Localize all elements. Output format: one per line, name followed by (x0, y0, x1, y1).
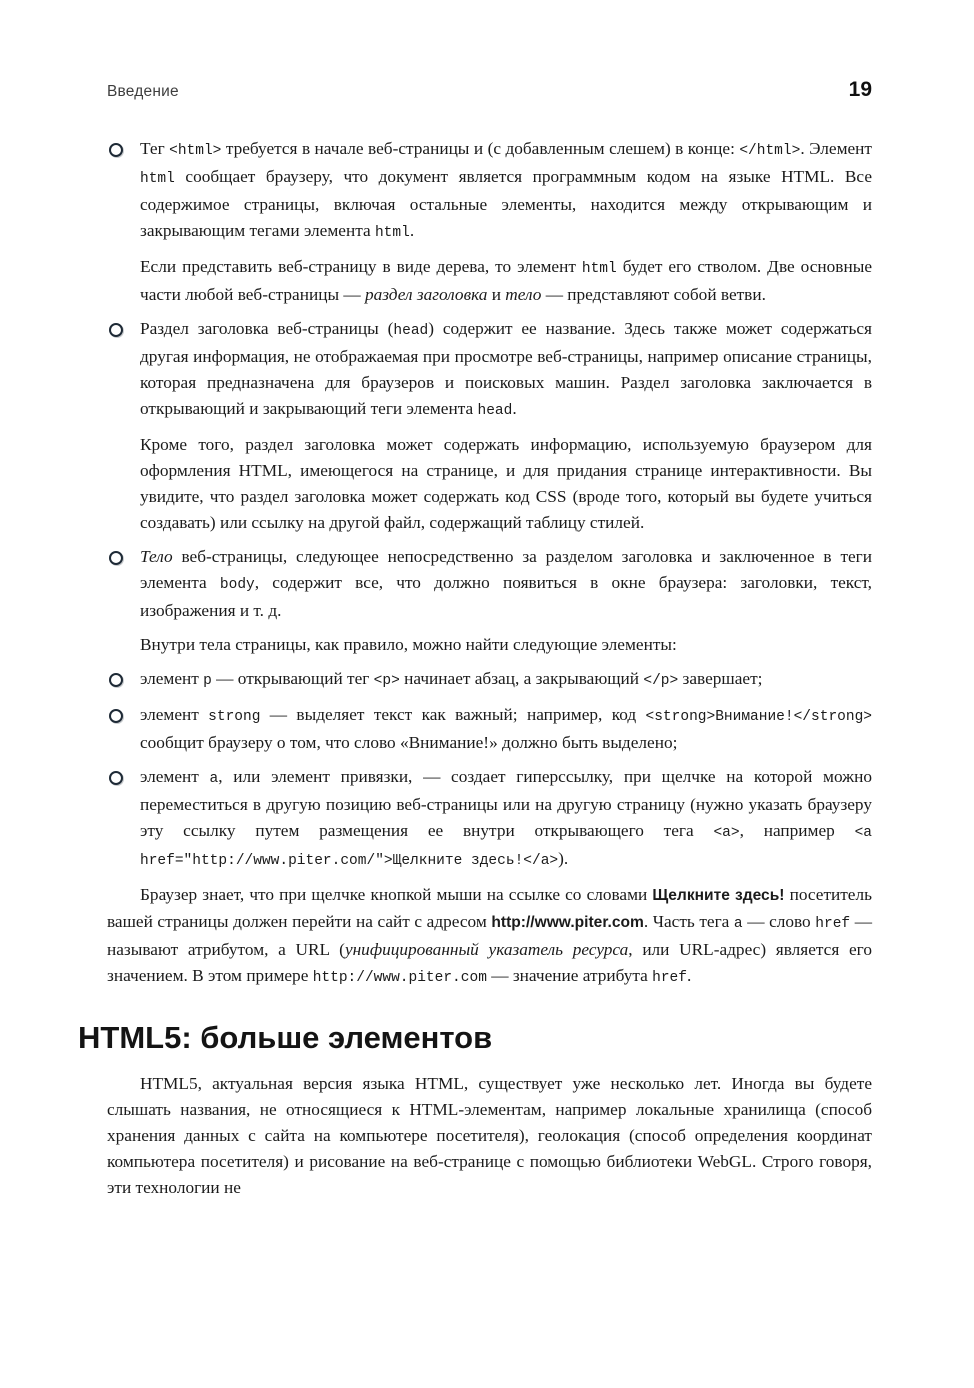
text-run-plain: . Элемент (800, 139, 872, 158)
text-run-plain: и (487, 285, 506, 304)
inline-code: head (393, 323, 429, 339)
inline-code: </p> (643, 673, 679, 689)
list-item-text (140, 702, 872, 756)
list-item (107, 136, 872, 246)
text-run-plain: начинает абзац, а закрывающий (399, 669, 644, 688)
inline-code: href (815, 916, 851, 932)
text-run-plain: — выделяет текст как важный; например, код (260, 705, 646, 724)
bullet-circle-icon (107, 764, 140, 874)
text-run-plain: элемент (140, 767, 210, 786)
inline-code: head (477, 403, 513, 419)
list-item (107, 544, 872, 624)
text-run-plain: . (409, 221, 415, 240)
inline-code: strong (208, 709, 261, 725)
inline-code: a (733, 916, 743, 932)
text-run-plain: — представляют собой ветви. (541, 285, 766, 304)
text-run-italic: тело (505, 285, 542, 304)
text-run-plain: Кроме того, раздел заголовка может содержать информацию, используемую браузером для оформления HTML, имеющегося на странице, и для придания странице интерактивности. Вы увидите, что раздел заголовка может содержать код CSS (вроде того, который вы будете учиться создавать) или ссылку на другой файл, содержащий таблицу стилей. (140, 435, 872, 532)
text-run-plain: ) содержит ее название. Здесь также может содержаться другая информация, не отображаемая при просмотре веб-страницы, например описание страницы, которая предназначена для браузеров и поисковых машин. Раздел заголовка заключается в открывающий и закрывающий теги элемента (140, 319, 872, 418)
content-blocks (78, 136, 873, 1201)
list-item-text (140, 666, 872, 694)
text-run-plain: — открывающий тег (211, 669, 374, 688)
paragraph (140, 632, 872, 658)
text-run-plain: . (512, 399, 517, 418)
list-item (107, 666, 872, 694)
text-run-plain: ). (558, 849, 569, 868)
text-run-plain: требуется в начале веб-страницы и (с добавленным слешем) в конце: (221, 139, 740, 158)
paragraph (140, 254, 872, 308)
text-run-plain: завершает; (678, 669, 763, 688)
inline-code: </html> (739, 143, 801, 159)
section-heading: HTML5: больше элементов (78, 1020, 493, 1055)
page-header (107, 78, 872, 102)
page-number: 19 (848, 78, 872, 101)
bullet-circle-icon (107, 666, 140, 694)
inline-code: <p> (373, 673, 400, 689)
text-run-plain: сообщит браузеру о том, что слово «Внимание!» должно быть выделено; (140, 733, 678, 752)
text-run-italic: унифицированный указатель ресурса (344, 940, 629, 959)
text-run-plain: — называют атрибутом, а URL ( (107, 912, 873, 959)
text-run-plain: HTML5, актуальная версия языка HTML, существует уже несколько лет. Иногда вы будете слышать названия, не относящиеся к HTML-элементам, например локальные хранилища (способ хранения данных с сайта на компьютере посетителя), геолокация (способ определения координат компьютера посетителя) и рисование на веб-странице с помощью библиотеки WebGL. Строго говоря, эти технологии не (107, 1074, 872, 1197)
inline-code: http://www.piter.com (312, 970, 487, 986)
bullet-circle-icon (107, 544, 140, 624)
text-run-plain: Раздел заголовка веб-страницы ( (140, 319, 394, 338)
text-run-plain: — слово (742, 912, 816, 931)
inline-code: <a href="http://www.piter.com/">Щелкните здесь!</a> (140, 825, 872, 869)
text-run-bold: http://www.piter.com (491, 914, 644, 931)
inline-code: <a> (713, 825, 740, 841)
list-item (107, 316, 872, 424)
list-item-text (140, 544, 872, 624)
inline-code: <strong>Внимание!</strong> (645, 709, 872, 725)
text-run-plain: , или URL-адрес) является его значением. В этом примере (107, 940, 872, 985)
inline-code: html (374, 225, 410, 241)
bullet-circle-icon (107, 136, 140, 246)
inline-code: href (652, 970, 687, 986)
paragraph (107, 1071, 872, 1201)
text-run-plain: Если представить веб-страницу в виде дерева, то элемент (140, 257, 582, 276)
bullet-circle-icon (107, 316, 140, 424)
text-run-plain: Внутри тела страницы, как правило, можно найти следующие элементы: (140, 635, 677, 654)
text-run-plain: веб-страницы, следующее непосредственно за разделом заголовка и заключенное в теги элемента (140, 547, 872, 592)
text-run-plain: будет его стволом. Две основные части любой веб-страницы — (140, 257, 872, 304)
list-item-text (140, 316, 872, 424)
text-run-bold: Щелкните здесь! (652, 887, 785, 904)
list-item-text (140, 764, 872, 874)
text-run-plain: , или элемент привязки, — создает гиперссылку, при щелчке на которой можно переместиться в другую позицию веб-страницы или на другую страницу (нужно указать браузеру эту ссылку путем размещения ее внутри открывающего тега (140, 767, 872, 840)
text-run-plain: элемент (140, 669, 204, 688)
inline-code: html (581, 261, 617, 277)
text-run-plain: , например (739, 821, 855, 840)
inline-code: p (203, 673, 212, 689)
inline-code: html (140, 171, 175, 187)
paragraph (107, 882, 872, 991)
text-run-plain: . Часть тега (643, 912, 734, 931)
list-item (107, 702, 872, 756)
inline-code: body (219, 577, 255, 593)
bullet-circle-icon (107, 702, 140, 756)
list-item (107, 764, 872, 874)
text-run-plain: . (686, 966, 692, 985)
inline-code: <html> (169, 143, 222, 159)
text-run-plain: Тег (140, 139, 170, 158)
text-run-plain: элемент (140, 705, 209, 724)
paragraph (140, 432, 872, 536)
text-run-italic: Тело (140, 547, 173, 566)
text-run-plain: сообщает браузеру, что документ является программным кодом на языке HTML. Все содержимое страницы, включая остальные элементы, находится между открывающим и закрывающим тегами элемента (140, 167, 872, 240)
text-run-plain: посетитель вашей страницы должен перейти на сайт с адресом (107, 885, 872, 931)
inline-code: a (209, 771, 219, 787)
list-item-text (140, 136, 872, 246)
text-run-plain: Браузер знает, что при щелчке кнопкой мыши на ссылке со словами (140, 885, 653, 904)
running-header: Введение (107, 83, 179, 100)
text-run-italic: раздел заголовка (365, 285, 488, 304)
text-run-plain: , содержит все, что должно появиться в окне браузера: заголовки, текст, изображения и т. д. (140, 573, 872, 620)
text-run-plain: — значение атрибута (486, 966, 653, 985)
